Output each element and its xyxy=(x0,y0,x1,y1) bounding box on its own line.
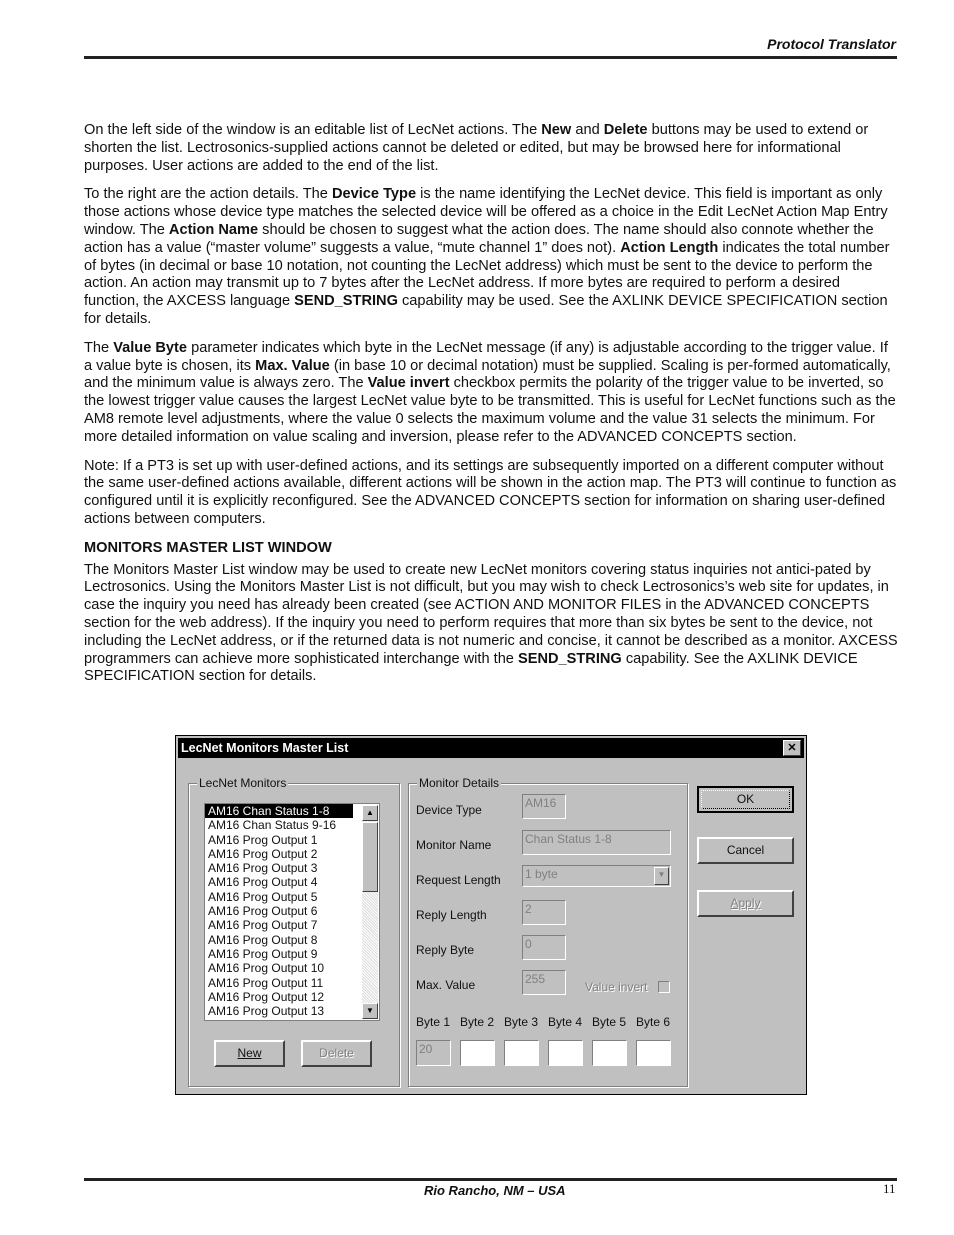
byte-field[interactable] xyxy=(548,1040,583,1066)
monitor-list-item[interactable]: AM16 Prog Output 7 xyxy=(208,918,318,933)
reply-length-field[interactable]: 2 xyxy=(522,900,566,925)
byte-field[interactable] xyxy=(460,1040,495,1066)
max-value-label: Max. Value xyxy=(416,978,476,992)
reply-byte-field[interactable]: 0 xyxy=(522,935,566,960)
max-value-field[interactable]: 255 xyxy=(522,970,566,995)
paragraph-note: Note: If a PT3 is set up with user-defined actions, and its settings are subsequently imported on a different computer without the same user-defined actions available, different actions will be shown in the action map. The PT3 will continue to function as configured until it is explicitly reconfigured. See the ADVANCED CONCEPTS section for information on sharing user-defined actions between computers. xyxy=(84,457,897,527)
chevron-down-icon[interactable]: ▼ xyxy=(654,867,669,885)
byte-label: Byte 5 xyxy=(592,1015,627,1029)
bold-term: Action Name xyxy=(168,221,259,238)
cancel-button[interactable]: Cancel xyxy=(697,837,794,864)
footer-rule xyxy=(84,1178,897,1181)
bold-term: New xyxy=(541,122,572,138)
monitor-list-item[interactable]: AM16 Prog Output 5 xyxy=(208,889,318,904)
bold-term: Device Type xyxy=(331,186,417,203)
bold-term: Value Byte xyxy=(113,339,188,356)
apply-button[interactable] xyxy=(697,890,794,917)
monitor-name-label: Monitor Name xyxy=(416,838,492,852)
byte-label: Byte 3 xyxy=(504,1015,539,1029)
paragraph-monitors: The Monitors Master List window may be used to create new LecNet monitors covering status inquiries not antici-pated by Lectrosonics. Using the Monitors Master List is not difficult, but you may wish to check Lectrosonics’s web site for updates, in case the inquiry you need has already been created (see ACTION AND MONITOR FILES in the ADVANCED CONCEPTS section for the web address). If the inquiry you need to perform requires that more than six bytes be sent to the device, not including the LecNet address, or if the returned data is not numeric and concise, it cannot be described as a monitor. AXCESS programmers can achieve more sophisticated interchange with the SEND_STRING capability. See the AXLINK DEVICE SPECIFICATION section for details. xyxy=(84,561,898,685)
request-length-label: Request Length xyxy=(416,873,501,887)
byte-label: Byte 2 xyxy=(460,1015,495,1029)
bold-term: Delete xyxy=(603,122,648,138)
monitor-list-item[interactable]: AM16 Prog Output 6 xyxy=(208,904,318,919)
monitor-list-item[interactable]: AM16 Prog Output 8 xyxy=(208,932,318,947)
header-rule xyxy=(84,56,897,59)
byte-field[interactable] xyxy=(504,1040,539,1066)
running-header-title: Protocol Translator xyxy=(767,36,896,52)
monitor-name-field[interactable]: Chan Status 1-8 xyxy=(522,830,671,855)
monitor-list-item[interactable]: AM16 Chan Status 1-8 xyxy=(205,804,353,818)
ok-button-label: OK xyxy=(701,790,790,809)
scroll-thumb[interactable] xyxy=(362,822,378,892)
request-length-select[interactable] xyxy=(522,865,671,887)
page-number: 11 xyxy=(883,1181,896,1196)
monitor-list-item[interactable]: AM16 Prog Output 1 xyxy=(208,832,318,847)
ok-button[interactable] xyxy=(697,786,794,813)
byte-field[interactable] xyxy=(636,1040,671,1066)
listbox-scrollbar[interactable] xyxy=(362,805,378,1019)
value-invert-label: Value invert xyxy=(585,980,648,994)
device-type-label: Device Type xyxy=(416,803,482,817)
scroll-down-icon[interactable]: ▼ xyxy=(362,1003,378,1019)
bold-term: Value invert xyxy=(367,375,450,392)
paragraph-value-byte: The Value Byte parameter indicates which byte in the LecNet message (if any) is adjustable according to the trigger value. If a value byte is chosen, its Max. Value (in base 10 or decimal notation) must be supplied. Scaling is per-formed automatically, and the minimum value is always zero. The Value invert checkbox permits the polarity of the trigger value to be inverted, so the lowest trigger value causes the largest LecNet value byte to be transmitted. This is useful for LecNet functions such as the AM8 remote level adjustments, where the value 0 selects the maximum volume and the value 31 selects the minimum. For more detailed information on value scaling and inversion, please refer to the ADVANCED CONCEPTS section. xyxy=(84,339,896,445)
reply-length-label: Reply Length xyxy=(416,908,487,922)
byte-field[interactable]: 20 xyxy=(416,1040,451,1066)
dialog-title: LecNet Monitors Master List xyxy=(181,741,349,755)
monitor-list-item[interactable]: AM16 Prog Output 3 xyxy=(208,861,318,876)
footer-location: Rio Rancho, NM – USA xyxy=(424,1183,566,1198)
request-length-value: 1 byte xyxy=(525,867,558,881)
byte-label: Byte 4 xyxy=(548,1015,583,1029)
scroll-up-icon[interactable]: ▲ xyxy=(362,805,378,821)
device-type-field[interactable]: AM16 xyxy=(522,794,566,819)
monitor-list-item[interactable]: AM16 Prog Output 12 xyxy=(208,989,325,1004)
bold-term: Max. Value xyxy=(255,357,330,374)
value-invert-checkbox[interactable] xyxy=(658,981,670,993)
bold-term: SEND_STRING xyxy=(517,650,622,667)
details-group-label: Monitor Details xyxy=(419,776,500,790)
byte-field[interactable] xyxy=(592,1040,627,1066)
section-heading: MONITORS MASTER LIST WINDOW xyxy=(84,539,332,556)
paragraph-action-details: To the right are the action details. The Device Type is the name identifying the LecNet device. This field is important as only those actions whose device type matches the selected device will be offered as a choice in the Edit LecNet Action Map Entry window. The Action Name should be chosen to suggest what the action does. The name should also connote whether the action has a value (“master volume” suggests a value, “mute channel 1” does not). Action Length indicates the total number of bytes (in decimal or base 10 notation, not counting the LecNet address) which must be sent to the device to perform the action. An action may transmit up to 7 bytes after the LecNet address. If more bytes are required to perform a desired function, the AXCESS language SEND_STRING capability may be used. See the AXLINK DEVICE SPECIFICATION section for details. xyxy=(84,186,890,327)
monitors-master-list-dialog xyxy=(175,735,807,1095)
close-icon[interactable]: ✕ xyxy=(783,740,801,756)
dialog-titlebar xyxy=(178,738,804,758)
monitor-list-item[interactable]: AM16 Prog Output 9 xyxy=(208,946,318,961)
monitor-list-item[interactable]: AM16 Prog Output 10 xyxy=(208,961,325,976)
byte-label: Byte 1 xyxy=(416,1015,451,1029)
monitors-group-label: LecNet Monitors xyxy=(199,776,287,790)
monitor-list-item[interactable]: AM16 Prog Output 2 xyxy=(208,846,318,861)
paragraph-actions-list: On the left side of the window is an editable list of LecNet actions. The New and Delete buttons may be used to extend or shorten the list. Lectrosonics-supplied actions cannot be deleted or edited, but may be browsed here for informational purposes. User actions are added to the end of the list. xyxy=(84,122,869,174)
new-button-label: New xyxy=(237,1046,262,1060)
body-text xyxy=(84,122,899,697)
monitor-list-item[interactable]: AM16 Prog Output 13 xyxy=(208,1004,325,1019)
monitor-list-item[interactable]: AM16 Chan Status 9-16 xyxy=(208,818,337,833)
monitor-list-item[interactable]: AM16 Prog Output 11 xyxy=(208,975,324,990)
bold-term: SEND_STRING xyxy=(294,293,398,310)
apply-button-label: Apply xyxy=(730,896,761,910)
bold-term: Action Length xyxy=(620,239,719,256)
monitor-list-item[interactable]: AM16 Prog Output 4 xyxy=(208,875,318,890)
new-button[interactable] xyxy=(214,1040,285,1067)
monitors-listbox[interactable] xyxy=(204,803,380,1021)
byte-label: Byte 6 xyxy=(636,1015,671,1029)
reply-byte-label: Reply Byte xyxy=(416,943,475,957)
delete-button[interactable]: Delete xyxy=(301,1040,372,1067)
